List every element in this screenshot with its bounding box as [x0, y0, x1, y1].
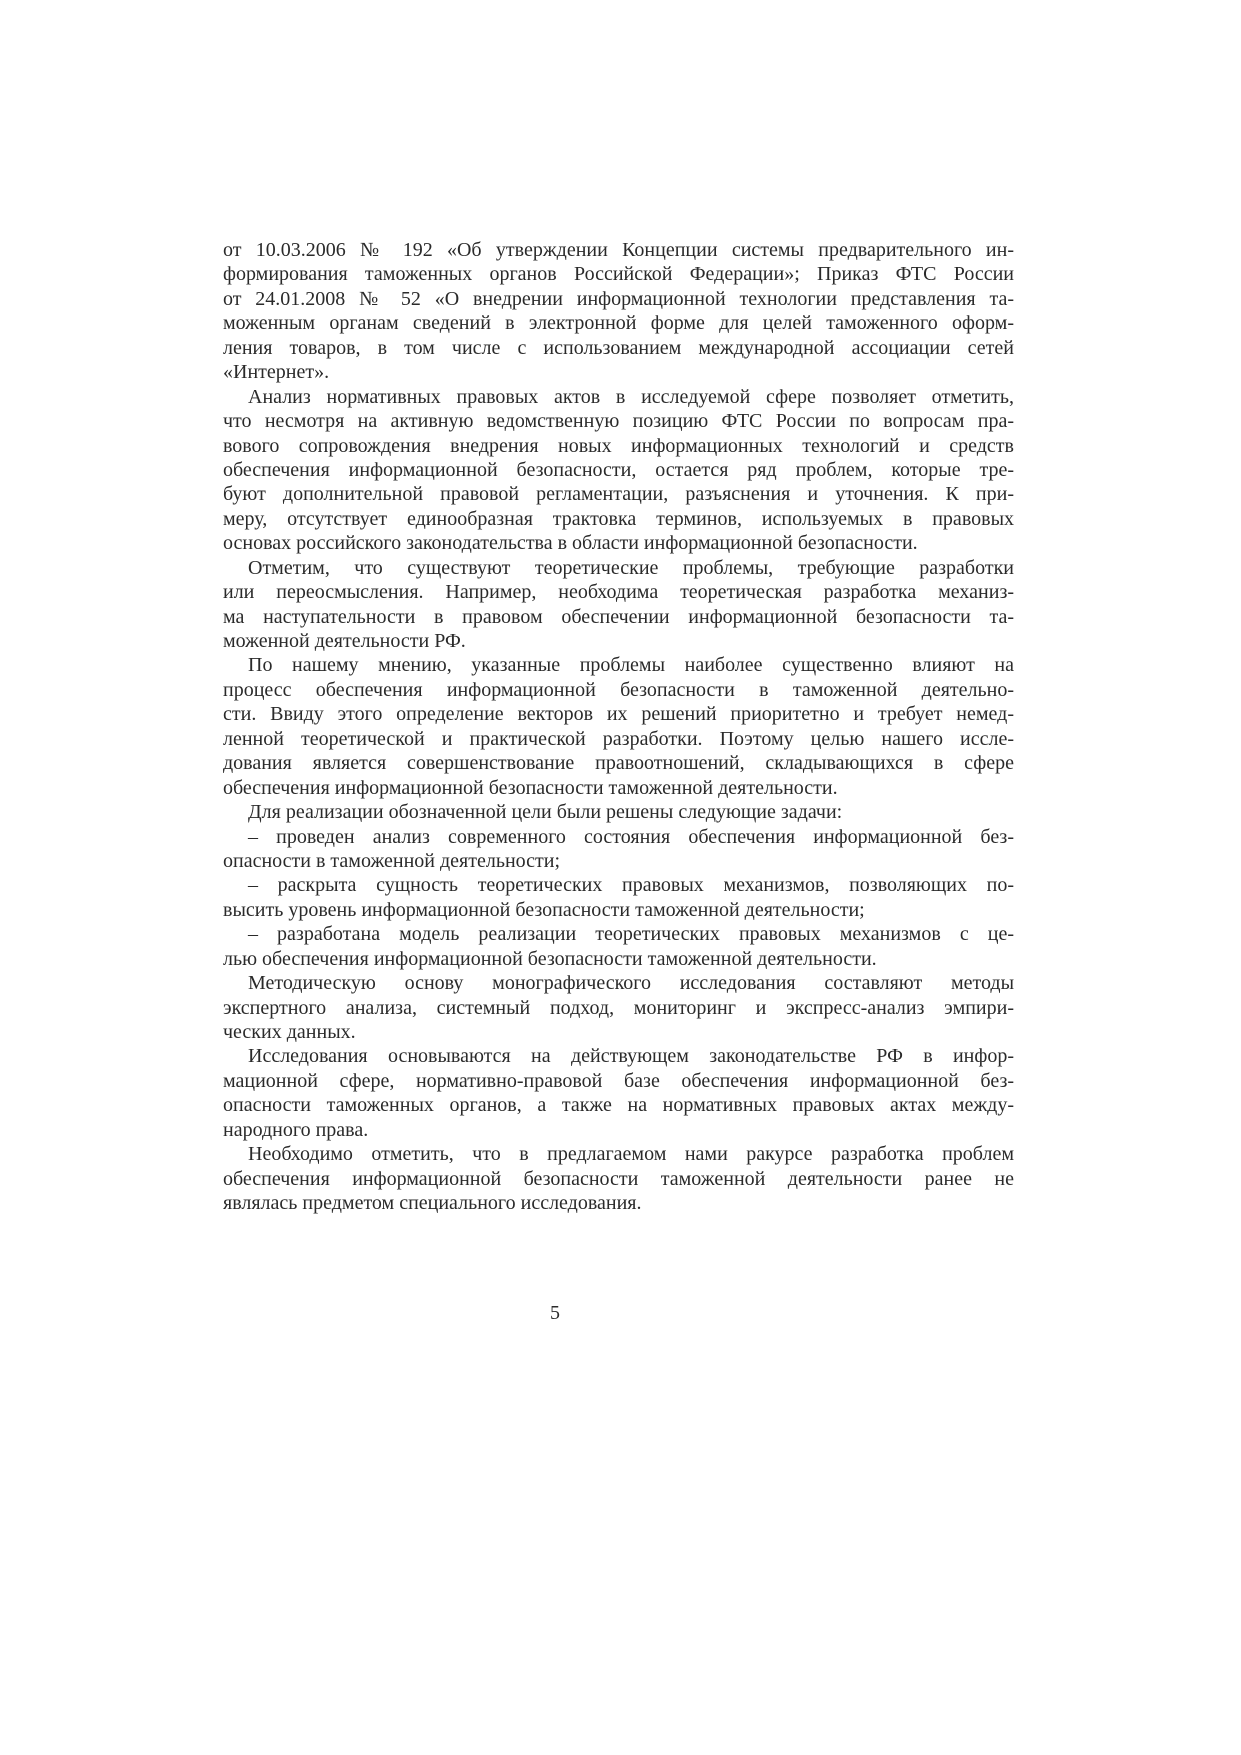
- text-line: опасности в таможенной деятельности;: [223, 849, 561, 872]
- paragraph: [223, 1142, 1014, 1215]
- paragraph: [223, 385, 1014, 556]
- text-line: мационной сфере, нормативно-правовой базе обеспечения информационной без-: [223, 1069, 1014, 1092]
- text-line: обеспечения информационной безопасности таможенной деятельности ранее не: [223, 1167, 1014, 1190]
- body-text: [223, 238, 1014, 1216]
- paragraph: [223, 653, 1014, 800]
- text-line: – разработана модель реализации теоретических правовых механизмов с це-: [248, 923, 1014, 946]
- text-line: лью обеспечения информационной безопасности таможенной деятельности.: [223, 947, 877, 970]
- text-line: ленной теоретической и практической разработки. Поэтому целью нашего иссле-: [223, 727, 1014, 750]
- paragraph: [223, 556, 1014, 654]
- text-line: основах российского законодательства в области информационной безопасности.: [223, 532, 918, 555]
- paragraph: [223, 873, 1014, 922]
- text-line: ления товаров, в том числе с использованием международной ассоциации сетей: [223, 336, 1014, 359]
- text-line: – проведен анализ современного состояния обеспечения информационной без-: [248, 825, 1014, 848]
- text-line: моженным органам сведений в электронной форме для целей таможенного оформ-: [223, 312, 1014, 335]
- text-line: высить уровень информационной безопасности таможенной деятельности;: [223, 898, 865, 921]
- text-line: от 24.01.2008 № 52 «О внедрении информационной технологии представления та-: [223, 287, 1014, 310]
- text-line: ческих данных.: [223, 1021, 356, 1043]
- text-line: вового сопровождения внедрения новых информационных технологий и средств: [223, 434, 1014, 457]
- text-line: процесс обеспечения информационной безопасности в таможенной деятельно-: [223, 678, 1014, 701]
- text-line: буют дополнительной правовой регламентации, разъяснения и уточнения. К при-: [223, 483, 1014, 506]
- paragraph: [223, 1044, 1014, 1142]
- text-line: По нашему мнению, указанные проблемы наиболее существенно влияют на: [248, 654, 1014, 677]
- text-line: народного права.: [223, 1118, 369, 1141]
- text-line: обеспечения информационной безопасности, остается ряд проблем, которые тре-: [223, 458, 1014, 481]
- text-line: меру, отсутствует единообразная трактовка терминов, используемых в правовых: [223, 507, 1014, 530]
- text-line: формирования таможенных органов Российской Федерации»; Приказ ФТС России: [223, 263, 1014, 286]
- paragraph: [223, 238, 1014, 385]
- text-line: Методическую основу монографического исследования составляют методы: [248, 972, 1014, 995]
- paragraph: [223, 800, 1014, 824]
- text-line: Необходимо отметить, что в предлагаемом нами ракурсе разработка проблем: [248, 1143, 1014, 1166]
- page-number: 5: [550, 1302, 560, 1324]
- text-line: Для реализации обозначенной цели были решены следующие задачи:: [248, 801, 843, 824]
- text-line: экспертного анализа, системный подход, мониторинг и экспресс-анализ эмпири-: [223, 996, 1014, 1019]
- text-line: – раскрыта сущность теоретических правовых механизмов, позволяющих по-: [248, 874, 1014, 897]
- text-line: от 10.03.2006 № 192 «Об утверждении Концепции системы предварительного ин-: [223, 239, 1014, 261]
- paragraph: [223, 825, 1014, 874]
- text-line: являлась предметом специального исследования.: [223, 1192, 642, 1215]
- text-line: ма наступательности в правовом обеспечении информационной безопасности та-: [223, 605, 1014, 628]
- text-line: Отметим, что существуют теоретические проблемы, требующие разработки: [248, 556, 1014, 579]
- text-line: Исследования основываются на действующем законодательстве РФ в инфор-: [248, 1045, 1014, 1068]
- text-line: опасности таможенных органов, а также на нормативных правовых актах между-: [223, 1094, 1014, 1117]
- text-line: «Интернет».: [223, 361, 330, 384]
- text-line: дования является совершенствование правоотношений, складывающихся в сфере: [223, 752, 1014, 775]
- text-line: сти. Ввиду этого определение векторов их решений приоритетно и требует немед-: [223, 703, 1014, 726]
- paragraph: [223, 971, 1014, 1044]
- text-line: обеспечения информационной безопасности таможенной деятельности.: [223, 776, 838, 799]
- text-line: что несмотря на активную ведомственную позицию ФТС России по вопросам пра-: [223, 410, 1014, 433]
- text-line: или переосмысления. Например, необходима теоретическая разработка механиз-: [223, 581, 1014, 604]
- text-line: моженной деятельности РФ.: [223, 630, 466, 652]
- text-line: Анализ нормативных правовых актов в исследуемой сфере позволяет отметить,: [248, 385, 1014, 408]
- paragraph: [223, 922, 1014, 971]
